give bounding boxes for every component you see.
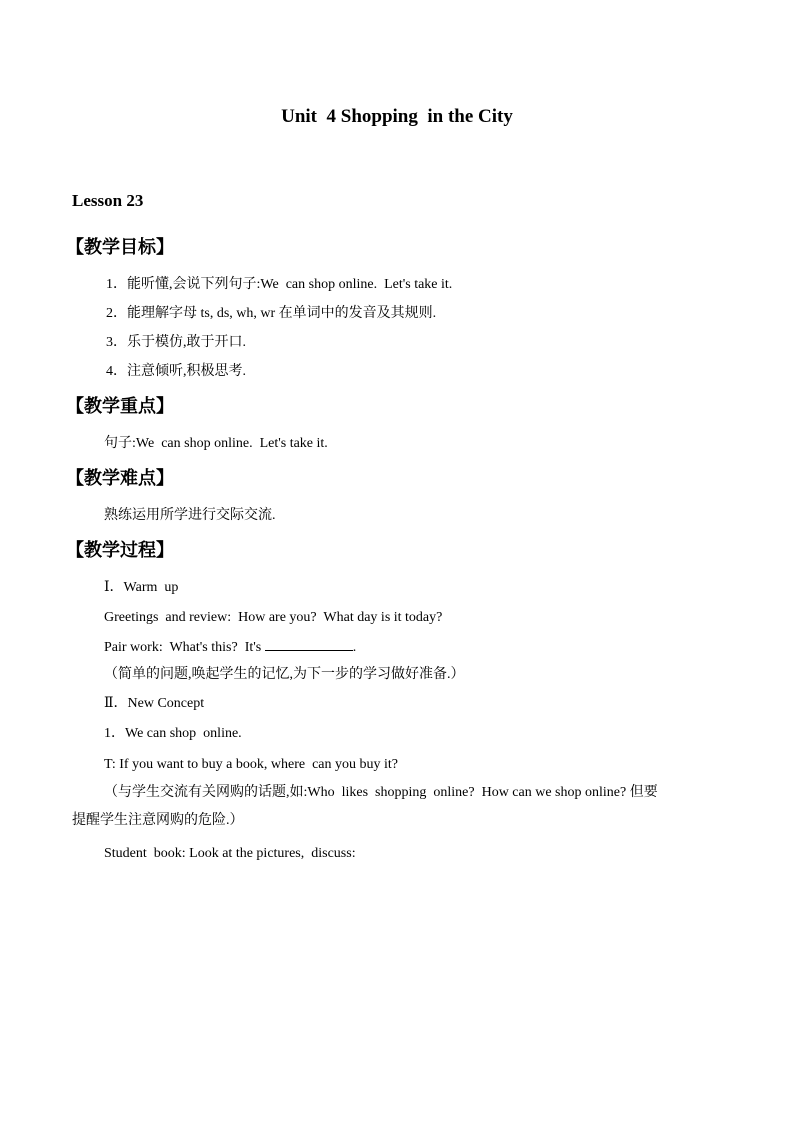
pair-work-suffix: . [352, 640, 357, 655]
objective-item: 4．注意倾听,积极思考. [106, 364, 246, 379]
note-line: （简单的问题,唤起学生的记忆,为下一步的学习做好准备.） [104, 667, 465, 682]
key-points-text: 句子:We can shop online. Let's take it. [104, 436, 328, 451]
section-key-points: 【教学重点】 [66, 396, 174, 417]
section-process: 【教学过程】 [66, 540, 174, 561]
answer-blank [265, 638, 353, 651]
note-line: （与学生交流有关网购的话题,如:Who likes shopping online? How can we shop online? 但要 [104, 785, 658, 800]
objective-item: 3．乐于模仿,敢于开口. [106, 335, 246, 350]
pair-work-prefix: Pair work: What's this? It's [104, 640, 265, 655]
student-book-line: Student book: Look at the pictures, discuss: [104, 846, 356, 861]
lesson-heading: Lesson 23 [72, 191, 144, 210]
objective-item: 2．能理解字母 ts, ds, wh, wr 在单词中的发音及其规则. [106, 306, 437, 321]
concept-item: 1．We can shop online. [104, 726, 242, 741]
pair-work-line [104, 638, 356, 657]
document-title: Unit 4 Shopping in the City [281, 106, 513, 127]
difficulties-text: 熟练运用所学进行交际交流. [104, 508, 276, 523]
new-concept-heading: Ⅱ．New Concept [104, 696, 205, 711]
teacher-question: T: If you want to buy a book, where can you buy it? [104, 757, 399, 772]
objective-item: 1．能听懂,会说下列句子:We can shop online. Let's take it. [106, 277, 453, 292]
warm-up-heading: Ⅰ．Warm up [104, 580, 179, 595]
section-objectives: 【教学目标】 [66, 237, 174, 258]
greetings-line: Greetings and review: How are you? What day is it today? [104, 610, 443, 625]
note-line: 提醒学生注意网购的危险.） [72, 813, 244, 828]
section-difficulties: 【教学难点】 [66, 468, 174, 489]
